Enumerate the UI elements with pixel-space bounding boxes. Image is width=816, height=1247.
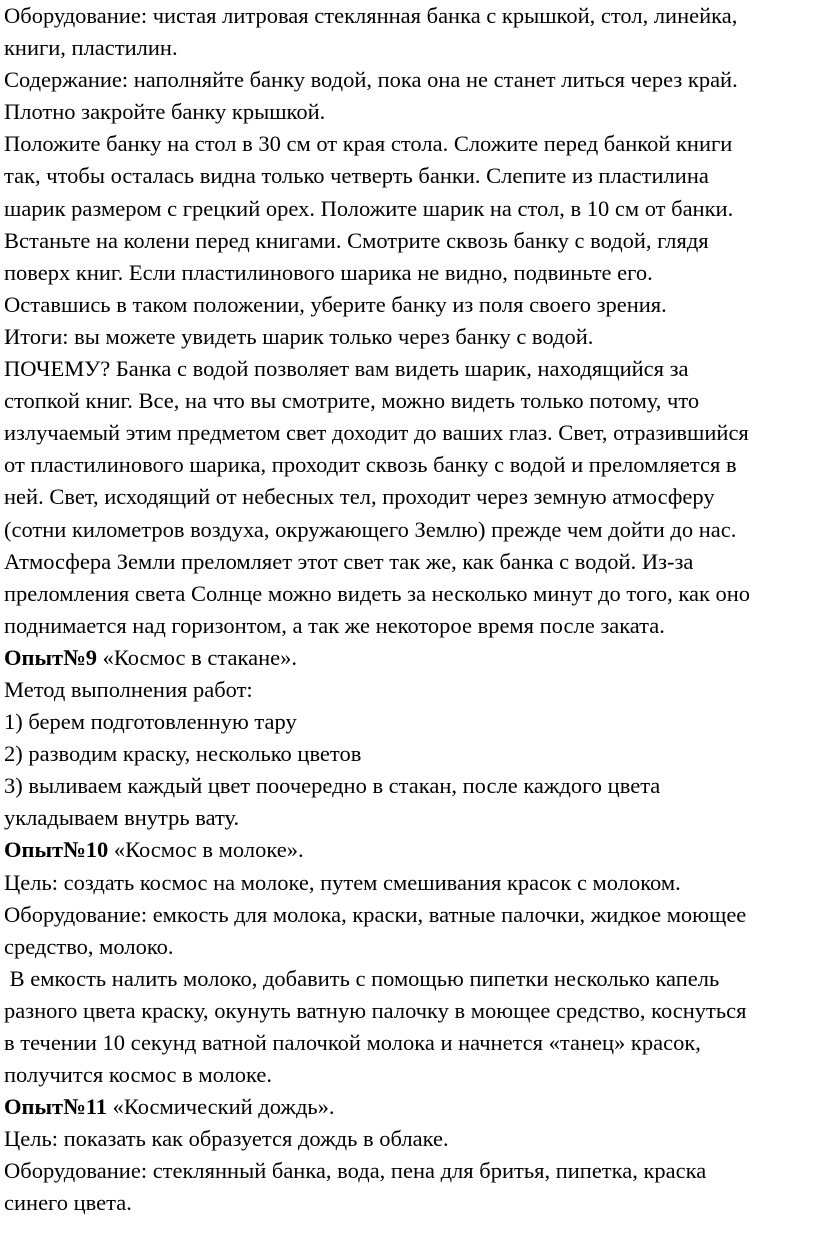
- text-line: ней. Свет, исходящий от небесных тел, проходит через земную атмосферу: [4, 484, 715, 510]
- text-line: разного цвета краску, окунуть ватную палочку в моющее средство, коснуться: [4, 997, 747, 1023]
- text-line: излучаемый этим предметом свет доходит до ваших глаз. Свет, отразившийся: [4, 420, 749, 446]
- text-line: Положите банку на стол в 30 см от края стола. Сложите перед банкой книги: [4, 131, 733, 157]
- content-paragraph: [4, 64, 814, 128]
- experiment-9-section: [4, 642, 814, 835]
- text-line: Оставшись в таком положении, уберите банку из поля своего зрения.: [4, 291, 667, 317]
- text-line: В емкость налить молоко, добавить с помощью пипетки несколько капель: [4, 965, 720, 991]
- experiment-9-title: «Космос в стакане».: [96, 644, 297, 670]
- experiment-10-heading: [4, 834, 814, 866]
- experiment-11-section: [4, 1091, 814, 1219]
- procedure-paragraph: [4, 128, 814, 321]
- experiment-9-label: Опыт№9: [4, 644, 97, 670]
- results-paragraph: [4, 321, 814, 353]
- experiment-10-title: «Космос в молоке».: [108, 837, 304, 863]
- experiment-10-section: [4, 834, 814, 1091]
- text-line: Оборудование: стеклянный банка, вода, пена для бритья, пипетка, краска: [4, 1158, 707, 1184]
- text-line: в течении 10 секунд ватной палочкой молока и начнется «танец» красок,: [4, 1030, 701, 1055]
- step-item: 2) разводим краску, несколько цветов: [4, 741, 362, 767]
- text-line: ПОЧЕМУ? Банка с водой позволяет вам видеть шарик, находящийся за: [4, 356, 689, 382]
- text-line: получится космос в молоке.: [4, 1062, 273, 1088]
- equipment-paragraph: [4, 0, 814, 64]
- text-line: книги, пластилин.: [4, 35, 178, 61]
- step-item: укладываем внутрь вату.: [4, 805, 240, 831]
- experiment-11-goal: Цель: показать как образуется дождь в облаке.: [4, 1126, 449, 1152]
- explanation-paragraph: [4, 353, 814, 642]
- step-item: 3) выливаем каждый цвет поочередно в стакан, после каждого цвета: [4, 773, 661, 799]
- text-line: средство, молоко.: [4, 933, 174, 959]
- experiment-10-goal: Цель: создать космос на молоке, путем смешивания красок с молоком.: [4, 869, 681, 895]
- text-line: Содержание: наполняйте банку водой, пока она не станет литься через край.: [4, 67, 738, 93]
- text-line: шарик размером с грецкий орех. Положите шарик на стол, в 10 см от банки.: [4, 195, 734, 221]
- text-line: поверх книг. Если пластилинового шарика не видно, подвиньте его.: [4, 259, 653, 285]
- text-line: синего цвета.: [4, 1190, 132, 1216]
- experiment-11-title: «Космический дождь».: [106, 1094, 335, 1120]
- text-line: Итоги: вы можете увидеть шарик только через банку с водой.: [4, 323, 594, 349]
- experiment-11-heading: [4, 1091, 814, 1123]
- text-line: поднимается над горизонтом, а так же некоторое время после заката.: [4, 612, 665, 638]
- text-line: Оборудование: чистая литровая стеклянная банка с крышкой, стол, линейка,: [4, 3, 738, 28]
- text-line: так, чтобы осталась видна только четверть банки. Слепите из пластилина: [4, 163, 709, 189]
- text-line: Оборудование: емкость для молока, краски, ватные палочки, жидкое моющее: [4, 901, 747, 927]
- text-line: преломления света Солнце можно видеть за несколько минут до того, как оно: [4, 580, 751, 606]
- text-line: (сотни километров воздуха, окружающего Землю) прежде чем дойти до нас.: [4, 516, 737, 542]
- step-item: 1) берем подготовленную тару: [4, 709, 297, 735]
- experiment-10-label: Опыт№10: [4, 837, 109, 863]
- experiment-9-heading: [4, 642, 814, 674]
- method-heading: Метод выполнения работ:: [4, 676, 253, 702]
- text-line: Плотно закройте банку крышкой.: [4, 99, 326, 125]
- text-line: Встаньте на колени перед книгами. Смотрите сквозь банку с водой, глядя: [4, 227, 709, 253]
- text-line: Атмосфера Земли преломляет этот свет так же, как банка с водой. Из-за: [4, 548, 694, 574]
- text-line: стопкой книг. Все, на что вы смотрите, можно видеть только потому, что: [4, 388, 700, 414]
- experiment-11-label: Опыт№11: [4, 1094, 107, 1120]
- text-line: от пластилинового шарика, проходит сквозь банку с водой и преломляется в: [4, 452, 737, 478]
